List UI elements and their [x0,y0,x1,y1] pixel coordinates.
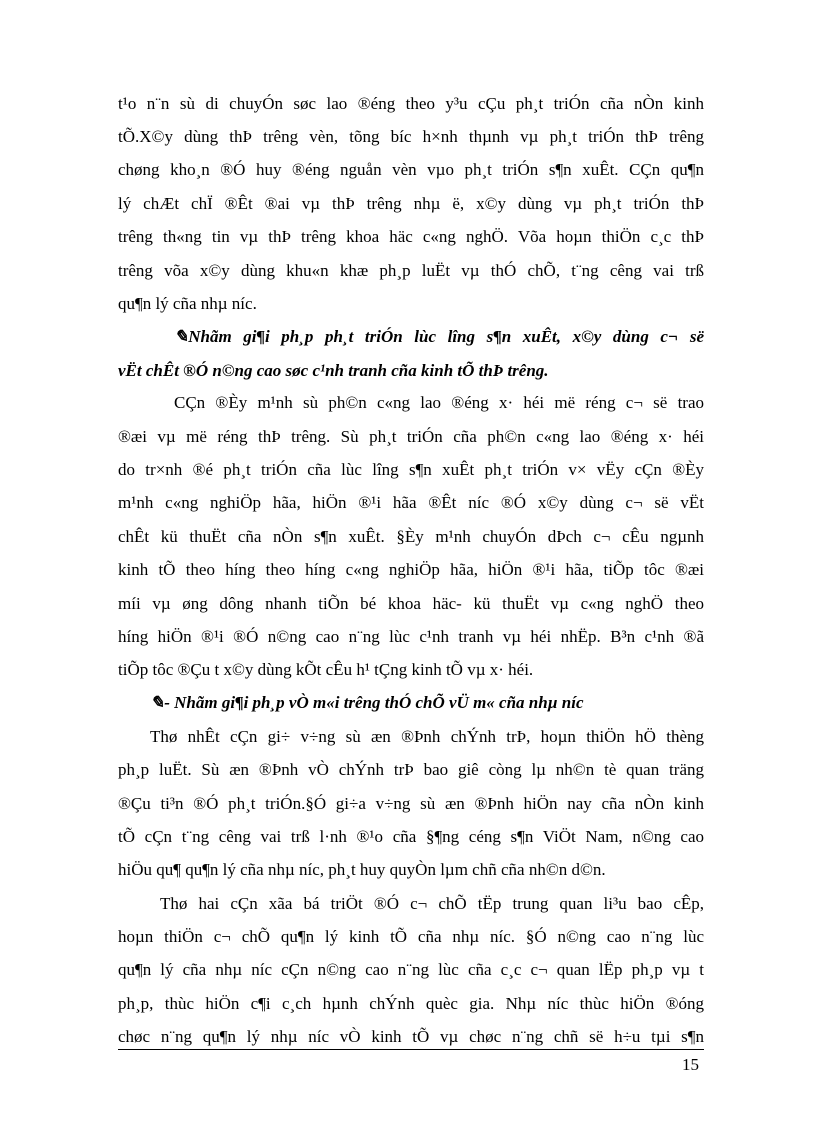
footer-rule [118,1049,704,1050]
body-line: trêng võa x©y dùng khu«n khæ ph¸p luËt vµ thÓ chÕ, t¨ng cêng vai trß [118,261,704,280]
body-line: Thø nhÊt cÇn gi÷ v÷ng sù æn ®Þnh chÝnh trÞ, hoµn thiÖn hÖ thèng [150,727,704,746]
body-line: tÕ.X©y dùng thÞ trêng vèn, tõng bíc h×nh thµnh vµ ph¸t triÓn thÞ trêng [118,127,704,146]
section-heading: ✎- Nhãm gi¶i ph¸p vÒ m«i trêng thÓ chÕ vÜ m« cña nhµ níc [150,693,584,712]
body-line: hoµn thiÖn c¬ chÕ qu¶n lý kinh tÕ cña nhµ níc. §Ó n©ng cao n¨ng lùc [118,927,704,946]
body-line: híng hiÖn ®¹i ®Ó n©ng cao n¨ng lùc c¹nh tranh vµ héi nhËp. B³n c¹nh ®ã [118,627,704,646]
body-line: Thø hai cÇn xãa bá triÖt ®Ó c¬ chÕ tËp trung quan li³u bao cÊp, [160,894,704,913]
body-line: t¹o n¨n sù di chuyÓn søc lao ®éng theo y³u cÇu ph¸t triÓn cña nÒn kinh [118,94,704,113]
body-line: do tr×nh ®é ph¸t triÓn cña lùc lîng s¶n xuÊt ph¸t triÓn v× vËy cÇn ®Èy [118,460,704,479]
body-line: lý chÆt chÏ ®Êt ®ai vµ thÞ trêng nhµ ë, x©y dùng vµ ph¸t triÓn thÞ [118,194,704,213]
body-line: m¹nh c«ng nghiÖp hãa, hiÖn ®¹i hãa ®Êt níc ®Ó x©y dùng c¬ së vËt [118,493,704,512]
body-line: tÕ cÇn t¨ng cêng vai trß l·nh ®¹o cña §¶ng céng s¶n ViÖt Nam, n©ng cao [118,827,704,846]
page-number: 15 [682,1055,699,1074]
body-line: qu¶n lý cña nhµ níc. [118,294,257,313]
body-line: ph¸p, thùc hiÖn c¶i c¸ch hµnh chÝnh quèc gia. Nhµ níc thùc hiÖn ®óng [118,994,704,1013]
body-line: kinh tÕ theo híng theo híng c«ng nghiÖp hãa, hiÖn ®¹i hãa, tiÕp tôc ®æi [118,560,704,579]
section-heading: vËt chÊt ®Ó n©ng cao søc c¹nh tranh cña kinh tÕ thÞ trêng. [118,361,549,380]
body-line: qu¶n lý cña nhµ níc cÇn n©ng cao n¨ng lùc cña c¸c c¬ quan lËp ph¸p vµ t [118,960,704,979]
body-line: ®Çu ti³n ®Ó ph¸t triÓn.§Ó gi÷a v÷ng sù æn ®Þnh hiÖn nay cña nÒn kinh [118,794,704,813]
body-line: chøng kho¸n ®Ó huy ®éng nguån vèn vµo ph¸t triÓn s¶n xuÊt. CÇn qu¶n [118,160,704,179]
body-line: ®æi vµ më réng thÞ trêng. Sù ph¸t triÓn cña ph©n c«ng lao ®éng x· héi [118,427,704,446]
section-heading: ✎Nhãm gi¶i ph¸p ph¸t triÓn lùc lîng s¶n xuÊt, x©y dùng c¬ së [174,327,704,346]
body-line: chÊt kü thuËt cña nÒn s¶n xuÊt. §Èy m¹nh chuyÓn dÞch c¬ cÊu ngµnh [118,527,704,546]
body-line: míi vµ øng dông nhanh tiÕn bé khoa häc- kü thuËt vµ c«ng nghÖ theo [118,594,704,613]
body-line: chøc n¨ng qu¶n lý nhµ níc vÒ kinh tÕ vµ chøc n¨ng chñ së h÷u tµi s¶n [118,1027,704,1046]
body-line: CÇn ®Èy m¹nh sù ph©n c«ng lao ®éng x· héi më réng c¬ së trao [174,393,704,412]
body-line: hiÖu qu¶ qu¶n lý cña nhµ níc, ph¸t huy quyÒn lµm chñ cña nh©n d©n. [118,860,606,879]
body-line: trêng th«ng tin vµ thÞ trêng khoa häc c«ng nghÖ. Võa hoµn thiÖn c¸c thÞ [118,227,704,246]
body-line: ph¸p luËt. Sù æn ®Þnh vÒ chÝnh trÞ bao giê còng lµ nh©n tè quan träng [118,760,704,779]
body-line: tiÕp tôc ®Çu t x©y dùng kÕt cÊu h¹ tÇng kinh tÕ vµ x· héi. [118,660,534,679]
